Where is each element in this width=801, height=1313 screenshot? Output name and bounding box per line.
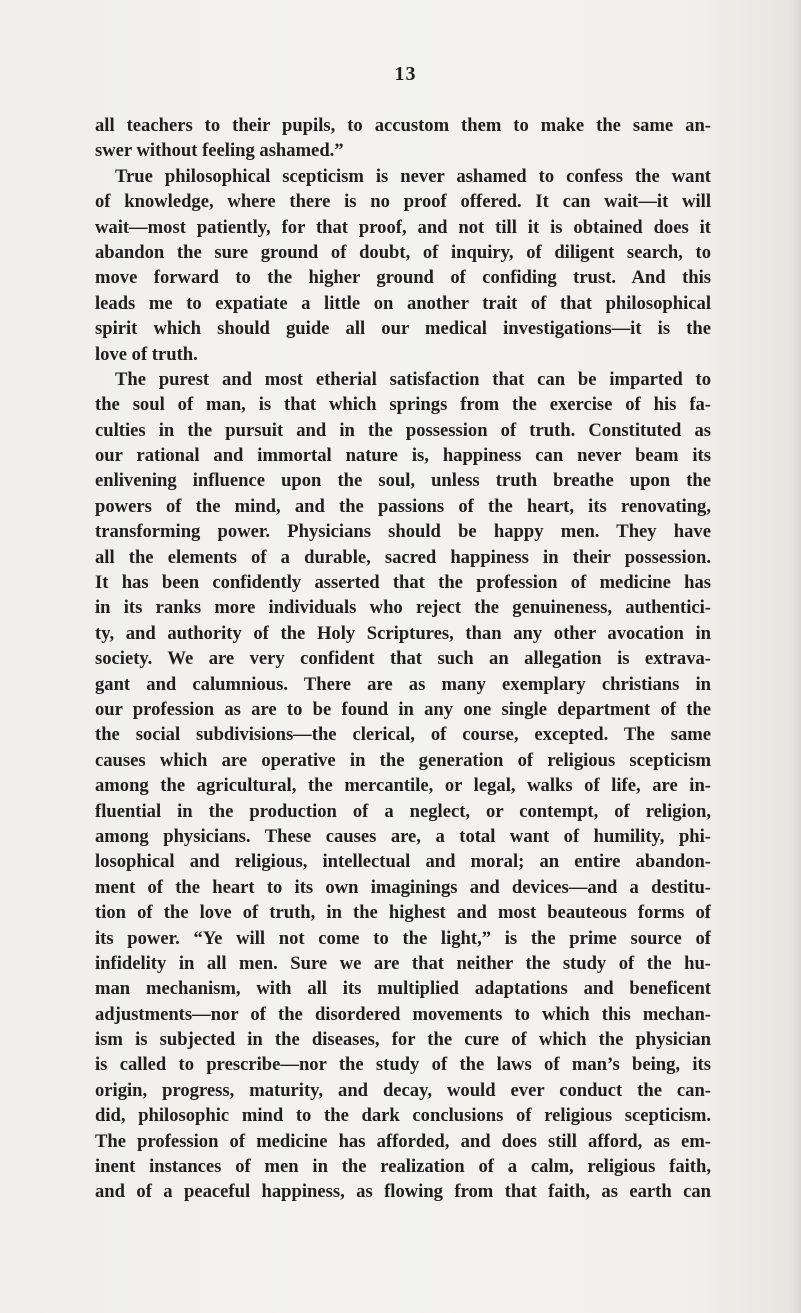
text-line: all the elements of a durable, sacred happiness in their possession. — [95, 546, 711, 568]
text-line: transforming power. Physicians should be happy men. They have — [95, 521, 711, 543]
text-line: swer without feeling ashamed.” — [95, 140, 344, 162]
text-line: our rational and immortal nature is, happiness can never beam its — [95, 445, 711, 467]
text-line: The profession of medicine has afforded, and does still afford, as em- — [95, 1130, 711, 1152]
text-line: powers of the mind, and the passions of the heart, its renovating, — [95, 495, 711, 517]
text-line: the soul of man, is that which springs from the exercise of his fa- — [95, 394, 711, 416]
text-line: love of truth. — [95, 343, 198, 365]
text-line: gant and calumnious. There are as many exemplary christians in — [95, 673, 711, 695]
text-line: infidelity in all men. Sure we are that neither the study of the hu- — [95, 952, 711, 974]
text-line: inent instances of men in the realization of a calm, religious faith, — [95, 1156, 711, 1178]
page-edge-shadow — [789, 0, 801, 1313]
body-text — [95, 113, 711, 1205]
text-line: and of a peaceful happiness, as flowing from that faith, as earth can — [95, 1181, 711, 1203]
text-line: in its ranks more individuals who reject the genuineness, authentici- — [95, 597, 711, 619]
text-line: is called to prescribe—nor the study of the laws of man’s being, its — [95, 1054, 711, 1076]
text-line: among the agricultural, the mercantile, or legal, walks of life, are in- — [95, 775, 711, 797]
text-line: of knowledge, where there is no proof offered. It can wait—it will — [95, 191, 711, 213]
text-line: ism is subjected in the diseases, for the cure of which the physician — [95, 1029, 711, 1051]
text-line: ty, and authority of the Holy Scriptures, than any other avocation in — [95, 622, 711, 644]
text-line: society. We are very confident that such an allegation is extrava- — [95, 648, 711, 670]
text-line: adjustments—nor of the disordered movements to which this mechan- — [95, 1003, 711, 1025]
text-line: among physicians. These causes are, a total want of humility, phi- — [95, 825, 711, 847]
text-line: our profession as are to be found in any one single department of the — [95, 698, 711, 720]
text-line: causes which are operative in the generation of religious scepticism — [95, 749, 711, 771]
text-line: the social subdivisions—the clerical, of course, excepted. The same — [95, 724, 711, 746]
text-line: its power. “Ye will not come to the light,” is the prime source of — [95, 927, 711, 949]
text-line: origin, progress, maturity, and decay, would ever conduct the can- — [95, 1079, 711, 1101]
text-line: The purest and most etherial satisfaction that can be imparted to — [115, 368, 711, 390]
text-line: abandon the sure ground of doubt, of inquiry, of diligent search, to — [95, 241, 711, 263]
text-line: enlivening influence upon the soul, unless truth breathe upon the — [95, 470, 711, 492]
page-number: 13 — [394, 63, 417, 85]
text-line: all teachers to their pupils, to accustom them to make the same an- — [95, 115, 711, 136]
text-line: culties in the pursuit and in the possession of truth. Constituted as — [95, 419, 711, 441]
text-line: move forward to the higher ground of confiding trust. And this — [95, 267, 711, 289]
text-line: wait—most patiently, for that proof, and not till it is obtained does it — [95, 216, 711, 238]
text-line: ment of the heart to its own imaginings and devices—and a destitu- — [95, 876, 711, 898]
text-line: did, philosophic mind to the dark conclusions of religious scepticism. — [95, 1105, 711, 1127]
text-line: losophical and religious, intellectual and moral; an entire abandon- — [95, 851, 711, 873]
text-line: fluential in the production of a neglect, or contempt, of religion, — [95, 800, 711, 822]
text-line: True philosophical scepticism is never ashamed to confess the want — [115, 165, 711, 187]
text-line: It has been confidently asserted that the profession of medicine has — [95, 572, 711, 594]
text-line: tion of the love of truth, in the highest and most beauteous forms of — [95, 902, 711, 924]
text-line: spirit which should guide all our medical investigations—it is the — [95, 318, 711, 340]
text-line: leads me to expatiate a little on another trait of that philosophical — [95, 292, 711, 314]
text-line: man mechanism, with all its multiplied adaptations and beneficent — [95, 978, 711, 1000]
